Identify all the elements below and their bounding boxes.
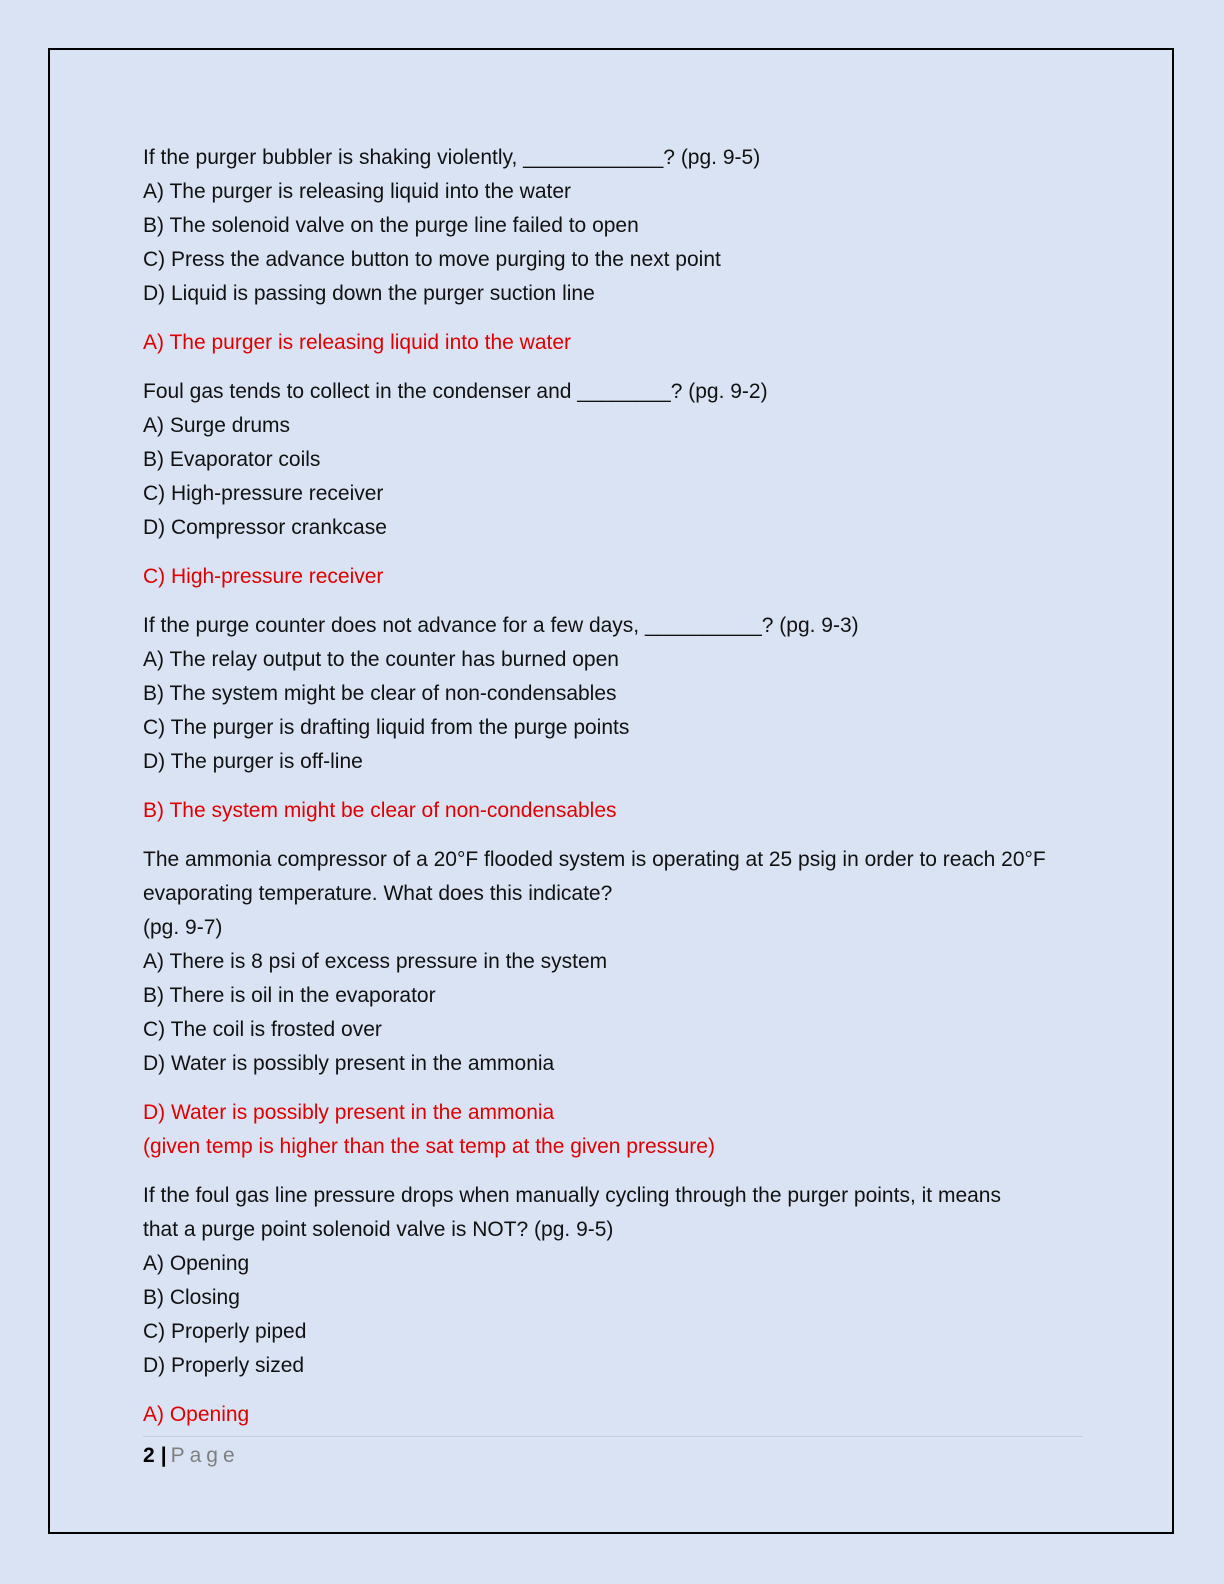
footer-separator: |	[160, 1444, 167, 1467]
question-text-line-1: The ammonia compressor of a 20°F flooded system is operating at 25 psig in order to reach 20°F	[143, 848, 1046, 871]
option-c: C) Properly piped	[143, 1320, 307, 1343]
answer-text: D) Water is possibly present in the ammonia	[143, 1101, 555, 1124]
page-content	[143, 141, 1083, 1447]
question-text-line-1: If the foul gas line pressure drops when manually cycling through the purger points, it means	[143, 1184, 1001, 1207]
answer-text: B) The system might be clear of non-condensables	[143, 799, 617, 822]
option-a: A) The purger is releasing liquid into the water	[143, 180, 572, 203]
option-b: B) There is oil in the evaporator	[143, 984, 436, 1007]
answer	[143, 1398, 1083, 1432]
option-d: D) The purger is off-line	[143, 750, 363, 773]
question-block-2	[143, 375, 1083, 594]
option-a: A) Opening	[143, 1252, 250, 1275]
answer-text: A) Opening	[143, 1403, 250, 1426]
option-a: A) Surge drums	[143, 414, 291, 437]
option-c: C) High-pressure receiver	[143, 482, 384, 505]
question-text: Foul gas tends to collect in the condenser and ________? (pg. 9-2)	[143, 380, 768, 403]
option-d: D) Compressor crankcase	[143, 516, 387, 539]
option-c: C) The coil is frosted over	[143, 1018, 382, 1041]
option-d: D) Properly sized	[143, 1354, 305, 1377]
answer-text: A) The purger is releasing liquid into the water	[143, 331, 572, 354]
option-d: D) Water is possibly present in the ammonia	[143, 1052, 555, 1075]
page-label: Page	[170, 1444, 240, 1467]
answer	[143, 560, 1083, 594]
option-b: B) Evaporator coils	[143, 448, 321, 471]
question-block-3	[143, 609, 1083, 828]
page-number: 2	[143, 1444, 155, 1467]
question-block-5	[143, 1179, 1083, 1432]
option-c: C) Press the advance button to move purging to the next point	[143, 248, 721, 271]
answer-explanation: (given temp is higher than the sat temp at the given pressure)	[143, 1135, 715, 1158]
option-a: A) There is 8 psi of excess pressure in the system	[143, 950, 608, 973]
question-block-1	[143, 141, 1083, 360]
page-footer	[143, 1436, 1083, 1473]
question-text-line-2: evaporating temperature. What does this indicate?	[143, 882, 613, 905]
option-b: B) Closing	[143, 1286, 240, 1309]
question-text-line-3: (pg. 9-7)	[143, 916, 223, 939]
answer	[143, 1096, 1083, 1164]
answer-text: C) High-pressure receiver	[143, 565, 384, 588]
question-text: If the purge counter does not advance for a few days, __________? (pg. 9-3)	[143, 614, 859, 637]
question-block-4	[143, 843, 1083, 1164]
answer	[143, 794, 1083, 828]
option-d: D) Liquid is passing down the purger suction line	[143, 282, 595, 305]
option-b: B) The system might be clear of non-condensables	[143, 682, 617, 705]
option-b: B) The solenoid valve on the purge line failed to open	[143, 214, 639, 237]
answer	[143, 326, 1083, 360]
option-c: C) The purger is drafting liquid from the purge points	[143, 716, 630, 739]
question-text: If the purger bubbler is shaking violently, ____________? (pg. 9-5)	[143, 146, 761, 169]
option-a: A) The relay output to the counter has burned open	[143, 648, 619, 671]
question-text-line-2: that a purge point solenoid valve is NOT? (pg. 9-5)	[143, 1218, 614, 1241]
